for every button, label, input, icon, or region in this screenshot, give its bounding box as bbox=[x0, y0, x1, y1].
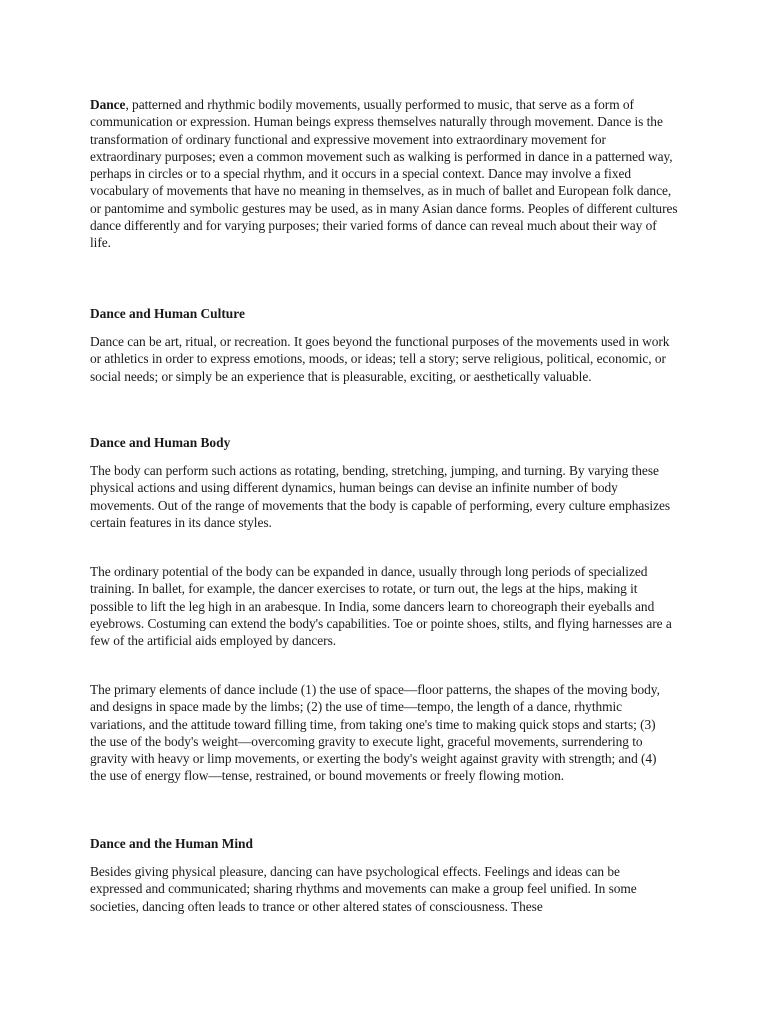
paragraph-human-culture: Dance can be art, ritual, or recreation. It goes beyond the functional purposes of the movements used in work or athletics in order to express emotions, moods, or ideas; tell a story; serve religious, political, economic, or social needs; or simply be an experience that is pleasurable, exciting, or aesthetically valuable. bbox=[90, 334, 670, 384]
intro-paragraph bbox=[90, 96, 680, 252]
heading-dance-human-culture: Dance and Human Culture bbox=[90, 306, 245, 321]
intro-term: Dance bbox=[90, 97, 126, 112]
heading-dance-human-body: Dance and Human Body bbox=[90, 435, 231, 450]
heading-dance-human-mind: Dance and the Human Mind bbox=[90, 836, 253, 851]
paragraph-human-mind: Besides giving physical pleasure, dancing can have psychological effects. Feelings and ideas can be expressed and communicated; sharing rhythms and movements can make a group feel unified. In some societies, dancing often leads to trance or other altered states of consciousness. These bbox=[90, 864, 637, 914]
paragraph-human-body-1: The body can perform such actions as rotating, bending, stretching, jumping, and turning. By varying these physical actions and using different dynamics, human beings can devise an infinite number of body movements. Out of the range of movements that the body is capable of performing, every culture emphasizes certain features in its dance styles. bbox=[90, 463, 671, 530]
paragraph-human-body-2: The ordinary potential of the body can be expanded in dance, usually through long periods of specialized training. In ballet, for example, the dancer exercises to rotate, or turn out, the legs at the hips, making it possible to lift the leg high in an arabesque. In India, some dancers learn to choreograph their eyeballs and eyebrows. Costuming can extend the body's capabilities. Toe or pointe shoes, stilts, and flying harnesses are a few of the artificial aids employed by dancers. bbox=[90, 564, 672, 649]
intro-text: , patterned and rhythmic bodily movements, usually performed to music, that serve as a form of communication or expression. Human beings express themselves naturally through movement. Dance is the transformation of ordinary functional and expressive movement into extraordinary movement for extraordinary purposes; even a common movement such as walking is performed in dance in a patterned way, perhaps in circles or to a special rhythm, and it occurs in a special context. Dance may involve a fixed vocabulary of movements that have no meaning in themselves, as in much of ballet and European folk dance, or pantomime and symbolic gestures may be used, as in many Asian dance forms. Peoples of different cultures dance differently and for varying purposes; their varied forms of dance can reveal much about their way of life. bbox=[90, 97, 678, 251]
paragraph-human-body-3: The primary elements of dance include (1) the use of space—floor patterns, the shapes of the moving body, and designs in space made by the limbs; (2) the use of time—tempo, the length of a dance, rhythmic variations, and the attitude toward filling time, from taking one's time to making quick stops and starts; (3) the use of the body's weight—overcoming gravity to execute light, graceful movements, surrendering to gravity with heavy or limp movements, or exerting the body's weight against gravity with strength; and (4) the use of energy flow—tense, restrained, or bound movements or freely flowing motion. bbox=[90, 682, 660, 784]
